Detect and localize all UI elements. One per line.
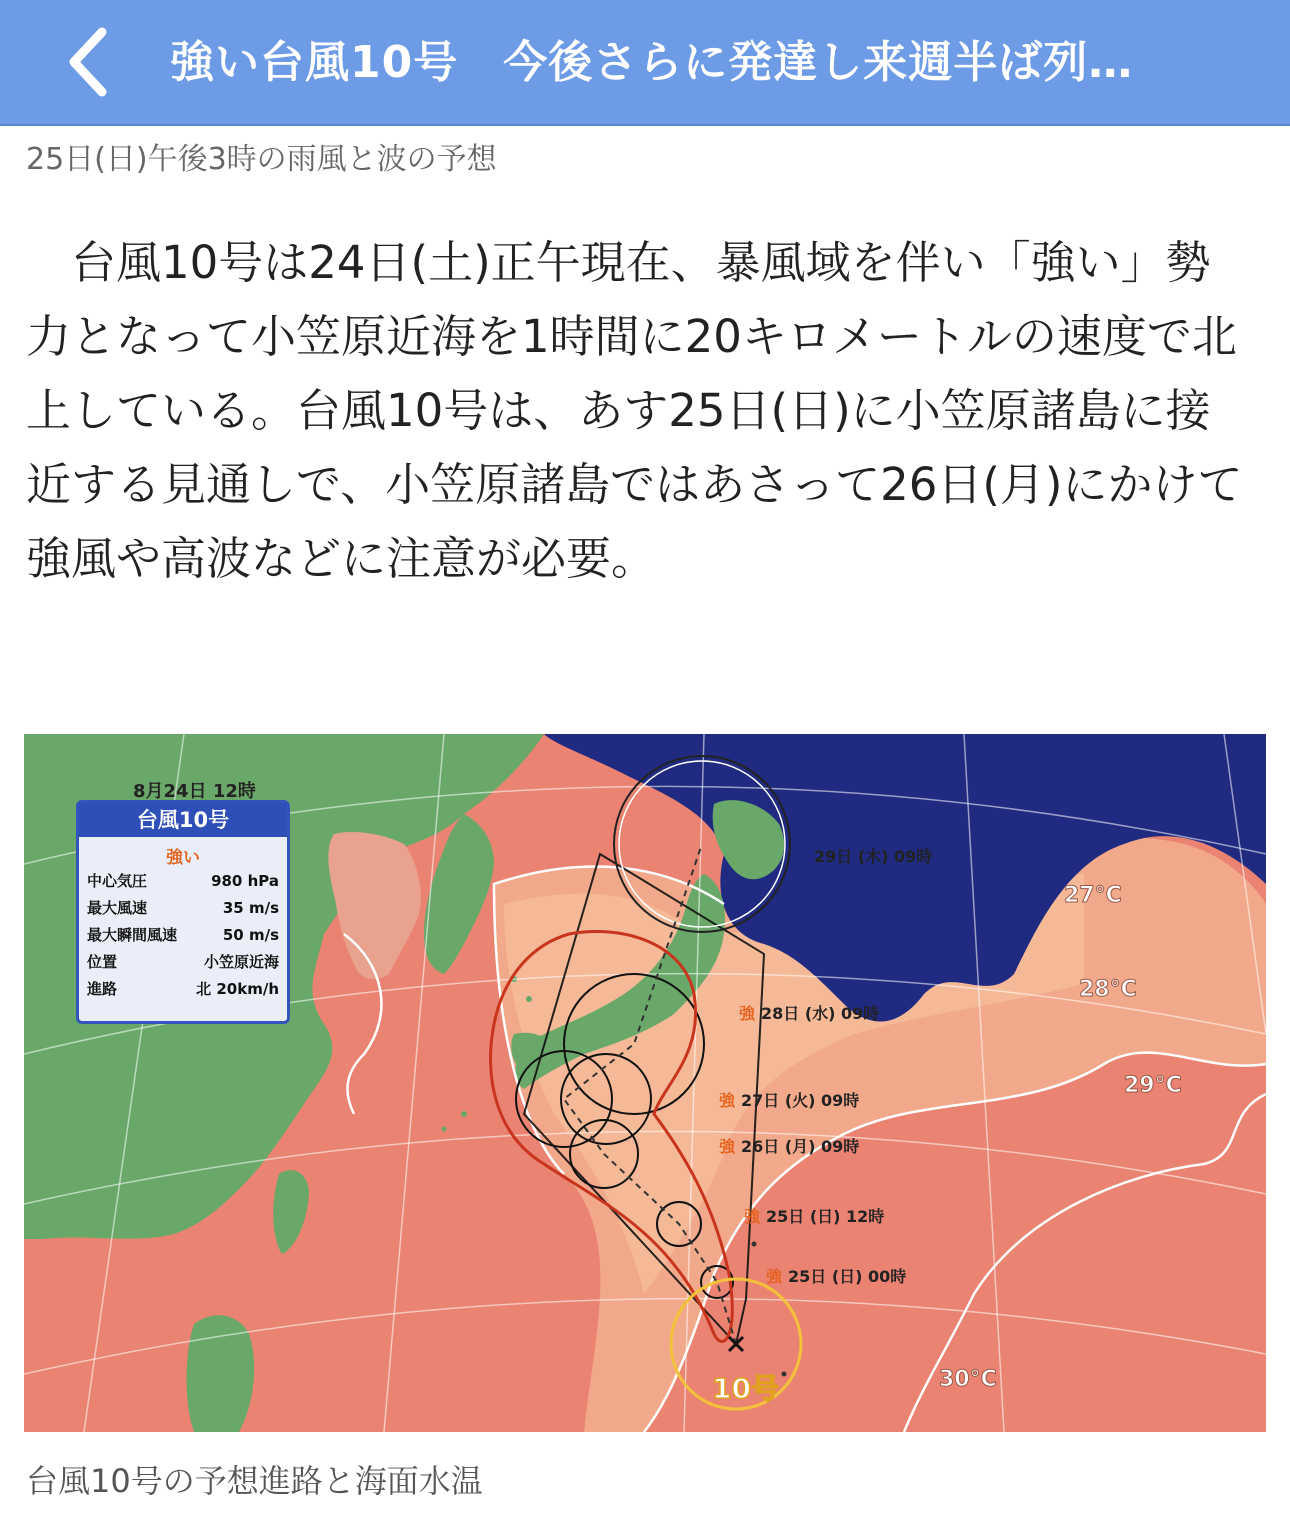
forecast-label-3: 26日 (月) 09時 — [741, 1137, 860, 1156]
info-label: 中心気圧 — [87, 872, 148, 890]
info-row — [79, 868, 287, 895]
info-value: 小笠原近海 — [203, 953, 279, 971]
typhoon-info-box — [76, 781, 290, 1024]
back-button[interactable] — [60, 22, 120, 102]
forecast-label-0: 29日 (木) 09時 — [814, 847, 933, 866]
forecast-label-5: 25日 (日) 00時 — [788, 1267, 907, 1286]
forecast-strength-2: 強 — [719, 1091, 736, 1110]
forecast-strength-3: 強 — [719, 1137, 736, 1156]
info-strength: 強い — [166, 848, 200, 868]
info-value: 北 20km/h — [196, 980, 279, 998]
info-value: 980 hPa — [211, 872, 279, 890]
info-row — [79, 949, 287, 976]
forecast-strength-5: 強 — [766, 1267, 783, 1286]
image-caption-top: 25日(日)午後3時の雨風と波の予想 — [26, 142, 497, 177]
temp-label-27: 27°C — [1064, 883, 1122, 908]
typhoon-label: 10号 — [712, 1372, 779, 1405]
info-row — [79, 895, 287, 922]
app-header — [0, 0, 1290, 126]
info-label: 位置 — [87, 953, 118, 971]
image-caption-bottom: 台風10号の予想進路と海面水温 — [26, 1462, 483, 1500]
temp-label-28: 28°C — [1079, 977, 1137, 1002]
info-value: 35 m/s — [222, 899, 279, 917]
info-row — [79, 922, 287, 949]
typhoon-forecast-map[interactable] — [24, 734, 1266, 1432]
info-value: 50 m/s — [222, 926, 279, 944]
info-row — [79, 976, 287, 1003]
chevron-left-icon — [60, 22, 120, 102]
forecast-label-4: 25日 (日) 12時 — [766, 1207, 885, 1226]
info-typhoon-name: 台風10号 — [79, 803, 287, 837]
forecast-label-2: 27日 (火) 09時 — [741, 1091, 860, 1110]
forecast-label-1: 28日 (水) 09時 — [761, 1004, 880, 1023]
info-label: 最大瞬間風速 — [87, 926, 178, 944]
forecast-strength-1: 強 — [739, 1004, 756, 1023]
info-label: 最大風速 — [87, 899, 148, 917]
temp-label-29: 29°C — [1124, 1073, 1182, 1098]
page-title: 強い台風10号 今後さらに発達し来週半ば列… — [170, 37, 1134, 88]
info-label: 進路 — [87, 980, 118, 998]
info-time: 8月24日 12時 — [133, 781, 256, 802]
temp-label-30: 30°C — [939, 1367, 997, 1392]
article-body: 台風10号は24日(土)正午現在、暴風域を伴い「強い」勢力となって小笠原近海を1時間に20キロメートルの速度で北上している。台風10号は、あす25日(日)に小笠原諸島に接近する見通しで、小笠原諸島ではあさって26日(月)にかけて強風や高波などに注意が必要。 — [26, 236, 1243, 585]
forecast-strength-4: 強 — [744, 1207, 761, 1226]
